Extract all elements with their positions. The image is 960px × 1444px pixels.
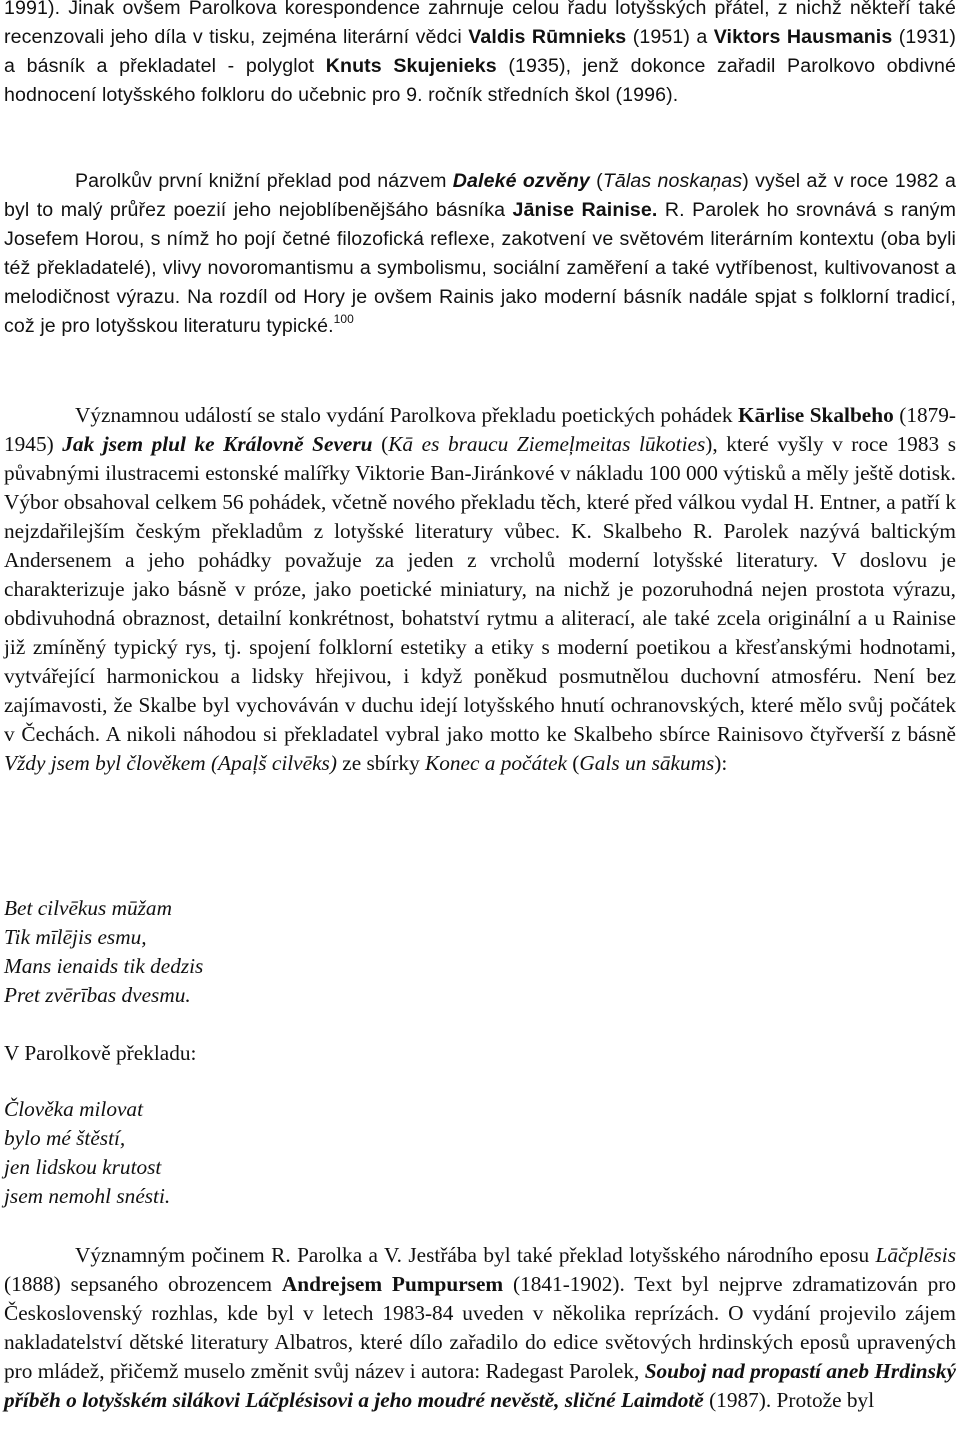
title-text: Daleké ozvěny bbox=[452, 170, 590, 192]
text: (1931) a básník a překladatel - polyglot bbox=[4, 26, 956, 77]
title-original: Kā es braucu Ziemeļmeitas lūkoties bbox=[388, 432, 706, 456]
verse-line: Mans ienaids tik dedzis bbox=[4, 954, 204, 978]
poem-title: Vždy jsem byl člověkem (Apaļš cilvēks) bbox=[4, 751, 337, 775]
text: (1888) sepsaného obrozencem bbox=[4, 1272, 282, 1296]
text: Významným počinem R. Parolka a V. Jestřába byl také překlad lotyšského národního eposu bbox=[75, 1243, 876, 1267]
verse-latvian bbox=[4, 894, 203, 1010]
name-skalbe: Kārlise Skalbeho bbox=[738, 403, 894, 427]
text: ze sbírky bbox=[336, 751, 426, 775]
text: (1935), jenž dokonce zařadil Parolkovo obdivné hodnocení lotyšského folkloru do učebnic pro 9. ročník středních škol (1996). bbox=[4, 55, 956, 106]
text: Významnou událostí se stalo vydání Parolkova překladu poetických pohádek bbox=[75, 403, 739, 427]
text: ( bbox=[589, 170, 603, 192]
verse-line: jsem nemohl snésti. bbox=[4, 1184, 171, 1208]
verse-label: V Parolkově překladu: bbox=[4, 1041, 197, 1065]
name-rainis: Jānise Rainise. bbox=[512, 199, 658, 221]
paragraph-1 bbox=[4, 0, 956, 110]
text: Parolkův první knižní překlad pod názvem bbox=[75, 170, 453, 192]
verse-line: Pret zvērības dvesmu. bbox=[4, 983, 191, 1007]
paragraph-4 bbox=[4, 1241, 956, 1415]
verse-line: bylo mé štěstí, bbox=[4, 1126, 126, 1150]
text: R. Parolek ho srovnává s raným Josefem Horou, s nímž ho pojí četné filozofická reflexe, zakotvení ve světovém literárním kontextu (oba byli též překladatelé), vlivy novoromantismu a symbolismu, sociální zaměření a také vytříbenost, kultivovanost a melodičnost výrazu. Na rozdíl od Hory je ovšem Rainis jako moderní básník nadále spjat s folklorní tradicí, což je pro lotyšskou literaturu typické. bbox=[4, 199, 956, 337]
verse-czech bbox=[4, 1095, 170, 1211]
paragraph-3 bbox=[4, 401, 956, 778]
name-rumnieks: Valdis Rūmnieks bbox=[468, 26, 627, 48]
text: (1987). Protože byl bbox=[703, 1388, 875, 1412]
title-daleke-ozveny bbox=[453, 170, 590, 192]
title-original: Tālas noskaņas bbox=[602, 170, 743, 192]
text: ), které vyšly v roce 1983 s půvabnými ilustracemi estonské malířky Viktorie Ban-Jiránkové v nákladu 100 000 výtisků a měly ještě dotisk. Výbor obsahoval celkem 56 pohádek, včetně nového překladu těch, které před válkou vydal H. Entner, a patří k nejzdařilejším českým překladům z lotyšské literatury vůbec. K. Skalbeho R. Parolek nazývá baltickým Andersenem a jeho pohádky považuje za jeden z vrcholů moderní lotyšské literatury. V doslovu je charakterizuje jako básně v próze, jako poetické miniatury, na nichž je pozoruhodná nejen prostota výrazu, obdivuhodná obraznost, detailní konkrétnost, bohatství rytmu a aliterací, ale také zcela originální a u Rainise již zmíněný typický rys, tj. spojení folklorní estetiky a etiky s moderní poetikou a křesťanskými hodnotami, vytvářející harmonickou a lidsky hřejivou, i když poněkud posmutnělou duchovní atmosféru. Není bez zajímavosti, že Skalbe byl vychováván v duchu idejí lotyšského hnutí ochranovských, které mělo svůj počátek v Čechách. A nikoli náhodou si překladatel vybral jako motto ke Skalbeho sbírce Rainisovo čtyřverší z básně bbox=[4, 432, 956, 746]
title-text: Souboj nad propastí aneb Hrdinský příběh o lotyšském silákovi Láčplésisovi a jeho moudré nevěstě, sličné Laimdotě bbox=[4, 1359, 957, 1412]
verse-line: Člověka milovat bbox=[4, 1097, 143, 1121]
footnote-marker: 100 bbox=[333, 312, 354, 326]
name-skujenieks: Knuts Skujenieks bbox=[325, 55, 497, 77]
text: ): bbox=[714, 751, 728, 775]
epos-title: Lāčplēsis bbox=[875, 1243, 956, 1267]
text: (1879-1945) bbox=[4, 403, 956, 456]
verse-line: Tik mīlējis esmu, bbox=[4, 925, 147, 949]
text: 1991). Jinak ovšem Parolkova korespondence zahrnuje celou řadu lotyšských přátel, z nichž někteří také recenzovali jeho díla v tisku, zejména literární vědci bbox=[4, 0, 956, 48]
text: (1951) a bbox=[626, 26, 714, 48]
verse-line: jen lidskou krutost bbox=[4, 1155, 162, 1179]
verse-line: Bet cilvēkus mūžam bbox=[4, 896, 172, 920]
name-pumpurs: Andrejsem Pumpursem bbox=[281, 1272, 504, 1296]
name-hausmanis: Viktors Hausmanis bbox=[713, 26, 893, 48]
collection-title: Konec a počátek bbox=[425, 751, 567, 775]
paragraph-2 bbox=[4, 167, 956, 341]
text: ( bbox=[372, 432, 389, 456]
title-text: Jak jsem plul ke Královně Severu bbox=[62, 432, 373, 456]
collection-title-original: Gals un sākums bbox=[579, 751, 715, 775]
text: ) vyšel až v roce 1982 a byl to malý průřez poezií jeho nejoblíbenějšáho básníka bbox=[4, 170, 956, 221]
title-kralovna-severu bbox=[62, 432, 372, 456]
text: (1841-1902). Text byl nejprve zdramatizován pro Československý rozhlas, kde byl v letech 1983-84 uveden v několika reprízách. O vydání projevilo zájem nakladatelství dětské literatury Albatros, které dílo zařadilo do edice světových hrdinských eposů upravených pro mládež, přičemž muselo změnit svůj název i autora: Radegast Parolek, bbox=[4, 1272, 957, 1383]
text: ( bbox=[566, 751, 580, 775]
